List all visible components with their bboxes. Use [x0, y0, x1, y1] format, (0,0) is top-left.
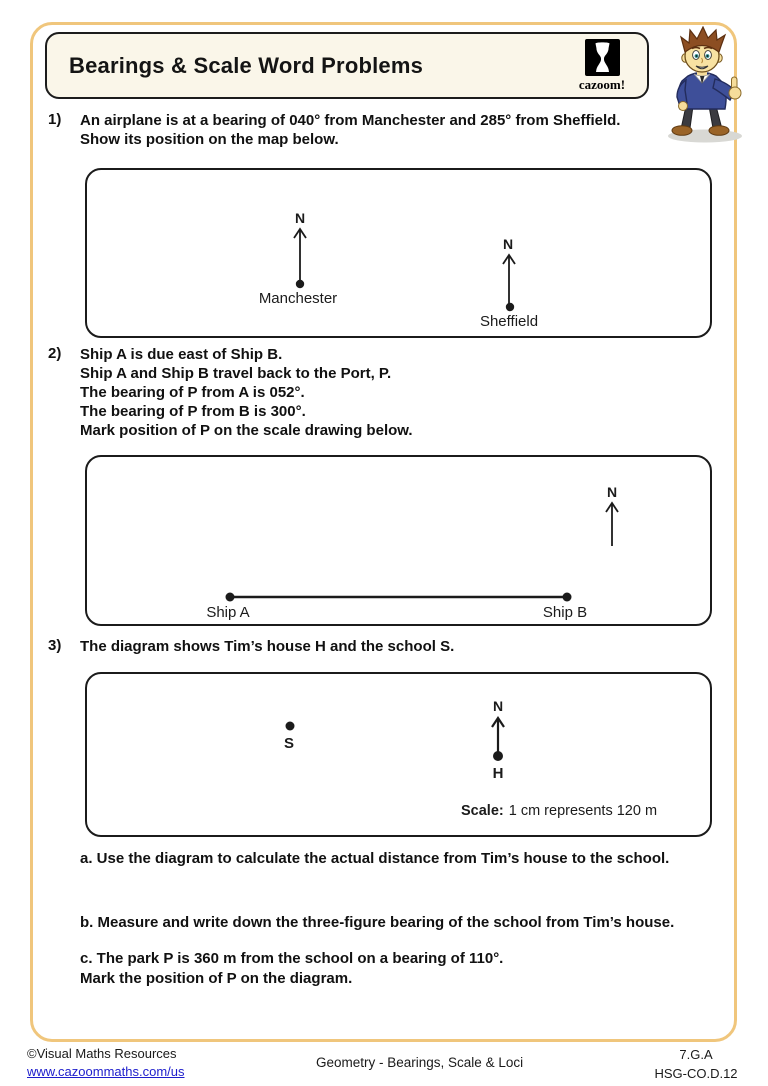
question-3a-text: a. Use the diagram to calculate the actual distance from Tim’s house to the school.	[80, 850, 670, 867]
title-banner	[45, 32, 649, 99]
website-link[interactable]: www.cazoommaths.com/us	[27, 1064, 185, 1079]
north-arrow-icon	[606, 484, 618, 546]
question-3-diagram	[85, 672, 712, 837]
question-2-line-5: Mark position of P on the scale drawing below.	[80, 422, 413, 439]
question-3c-line-1: c. The park P is 360 m from the school on a bearing of 110°.	[80, 950, 504, 967]
question-2-diagram	[85, 455, 712, 626]
cazoom-brand-label: cazoom!	[578, 77, 626, 92]
question-3c-text	[80, 949, 750, 989]
svg-text:N: N	[294, 210, 306, 226]
footer-topic: Geometry - Bearings, Scale & Loci	[316, 1055, 524, 1070]
question-3b-text: b. Measure and write down the three-figure bearing of the school from Tim’s house.	[80, 914, 675, 931]
question-3-number: 3)	[48, 637, 62, 654]
cazoom-logo	[565, 39, 639, 93]
svg-text:N: N	[502, 236, 514, 252]
sheffield-north-arrow-icon	[503, 236, 515, 311]
question-2-number: 2)	[48, 345, 62, 362]
question-1-line-1: An airplane is at a bearing of 040° from Manchester and 285° from Sheffield.	[80, 112, 621, 129]
question-2-line-3: The bearing of P from A is 052°.	[80, 384, 305, 401]
ship-b-label: Ship B	[542, 604, 588, 621]
standard-code-1: 7.G.A	[679, 1047, 713, 1062]
question-1-text	[80, 111, 740, 149]
question-1-line-2: Show its position on the map below.	[80, 131, 339, 148]
question-1-map	[85, 168, 712, 338]
ship-a-label: Ship A	[206, 604, 250, 621]
house-label: H	[492, 765, 504, 782]
question-2-line-1: Ship A is due east of Ship B.	[80, 346, 283, 363]
copyright-text: ©Visual Maths Resources	[27, 1046, 177, 1061]
footer-standards	[648, 1045, 744, 1083]
manchester-label: Manchester	[258, 290, 338, 307]
school-point	[284, 722, 295, 753]
cazoom-hourglass-icon	[585, 39, 620, 76]
sheffield-label: Sheffield	[479, 313, 539, 330]
svg-text:N: N	[606, 484, 618, 500]
scale-note: Scale: 1 cm represents 120 m	[461, 803, 658, 819]
page-title: Bearings & Scale Word Problems	[69, 52, 424, 78]
question-1-number: 1)	[48, 111, 62, 128]
question-2-line-2: Ship A and Ship B travel back to the Port, P.	[80, 365, 392, 382]
manchester-north-arrow-icon	[294, 210, 306, 288]
svg-text:N: N	[492, 698, 504, 714]
footer-attribution	[27, 1045, 185, 1081]
ship-line	[226, 593, 572, 602]
question-2-line-4: The bearing of P from B is 300°.	[80, 403, 306, 420]
standard-code-2: HSG-CO.D.12	[654, 1066, 738, 1081]
question-3-text	[80, 637, 740, 656]
school-label: S	[283, 735, 295, 752]
house-north-arrow-icon	[492, 698, 504, 782]
question-2-text	[80, 345, 740, 440]
question-3c-line-2: Mark the position of P on the diagram.	[80, 970, 353, 987]
question-3-line-1: The diagram shows Tim’s house H and the school S.	[80, 638, 455, 655]
